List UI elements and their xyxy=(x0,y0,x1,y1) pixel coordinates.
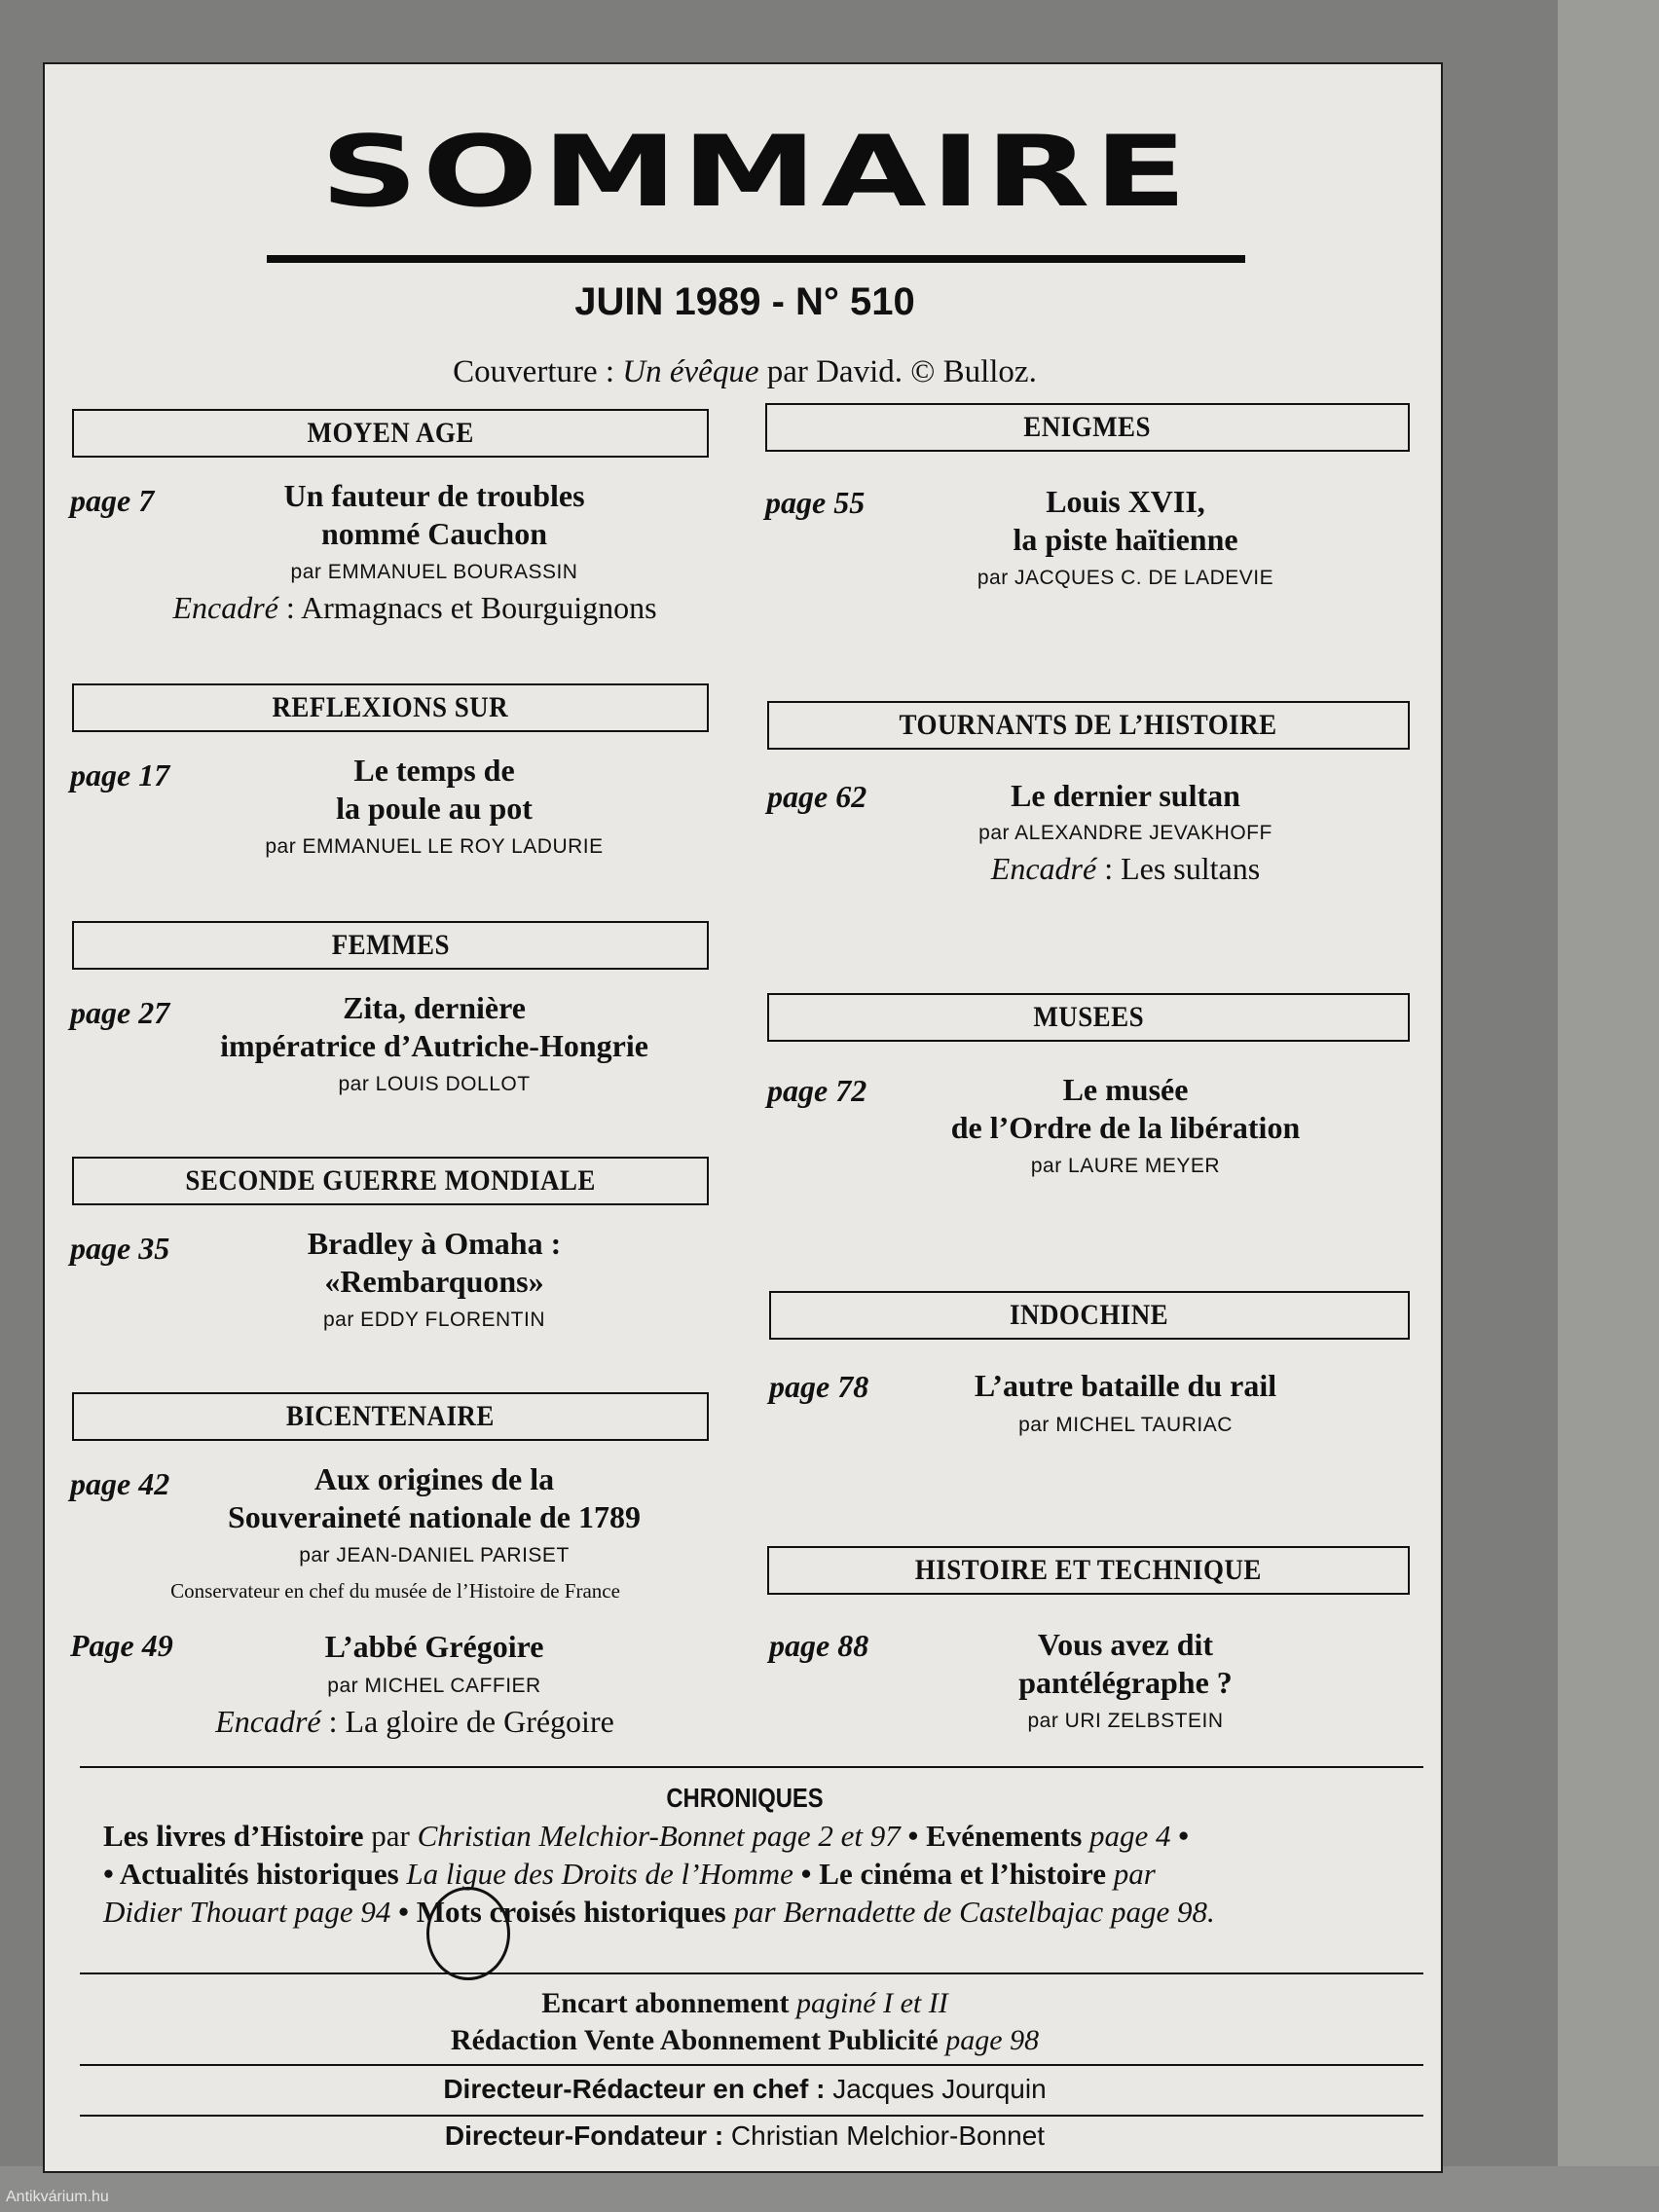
cover-credit xyxy=(45,354,1445,390)
page-ref: page 88 xyxy=(769,1628,869,1663)
page-ref: page 72 xyxy=(767,1073,867,1108)
article-title: Zita, dernière impératrice d’Autriche-Hongrie xyxy=(220,990,648,1063)
article-title: Bradley à Omaha : «Rembarquons» xyxy=(307,1226,562,1299)
encadre-line: Encadré : Armagnacs et Bourguignons xyxy=(172,590,657,625)
page-ref: page 7 xyxy=(70,483,155,518)
article-author: par ALEXANDRE JEVAKHOFF xyxy=(978,822,1272,844)
section-heading-femmes: FEMMES xyxy=(72,921,709,970)
section-heading-reflexions: REFLEXIONS SUR xyxy=(72,683,709,732)
encadre-line: Encadré : Les sultans xyxy=(990,851,1261,886)
divider xyxy=(80,1972,1423,1974)
article-title: Aux origines de la Souveraineté nationale de 1789 xyxy=(228,1461,641,1534)
article-author: par URI ZELBSTEIN xyxy=(1027,1710,1224,1732)
issue-date-number: JUIN 1989 - N° 510 xyxy=(574,280,915,323)
chroniques-heading: CHRONIQUES xyxy=(666,1783,824,1813)
article-title: Le dernier sultan xyxy=(1011,778,1240,813)
section-heading-musees: MUSEES xyxy=(767,993,1410,1042)
article-title: Un fauteur de troubles nommé Cauchon xyxy=(283,478,585,551)
section-heading-histoire-technique: HISTOIRE ET TECHNIQUE xyxy=(767,1546,1410,1595)
chroniques-line-2: • Actualités historiques La ligue des Droits de l’Homme • Le cinéma et l’histoire par xyxy=(103,1857,1156,1891)
chroniques-line-1: Les livres d’Histoire par Christian Melchior-Bonnet page 2 et 97 • Evénements page 4 • xyxy=(103,1819,1190,1853)
adjacent-page-edge xyxy=(1558,0,1659,2212)
page-ref: Page 49 xyxy=(70,1628,173,1663)
page-ref: page 55 xyxy=(765,485,866,520)
page-ref: page 27 xyxy=(70,995,170,1030)
article-title: Le temps de la poule au pot xyxy=(336,753,533,826)
article-author: par MICHEL TAURIAC xyxy=(1018,1414,1233,1436)
divider xyxy=(80,2064,1423,2066)
page-ref: page 78 xyxy=(769,1369,869,1404)
article-author: par EMMANUEL LE ROY LADURIE xyxy=(265,835,604,858)
article-title: Le musée de l’Ordre de la libération xyxy=(950,1072,1301,1145)
article-author: par MICHEL CAFFIER xyxy=(327,1675,541,1697)
handwritten-circle-mark xyxy=(426,1887,510,1980)
author-note: Conservateur en chef du musée de l’Histoire de France xyxy=(170,1579,620,1603)
masthead-title: SOMMAIRE xyxy=(319,115,1192,230)
adjacent-page-bottom xyxy=(0,2166,1659,2212)
article-author: par JEAN-DANIEL PARISET xyxy=(299,1544,570,1567)
page-ref: page 42 xyxy=(70,1466,170,1501)
article-author: par LAURE MEYER xyxy=(1030,1155,1221,1177)
article-author: par JACQUES C. DE LADEVIE xyxy=(977,567,1274,589)
encadre-line: Encadré : La gloire de Grégoire xyxy=(215,1704,614,1739)
article-author: par LOUIS DOLLOT xyxy=(338,1073,531,1095)
section-heading-indochine: INDOCHINE xyxy=(769,1291,1410,1340)
article-author: par EMMANUEL BOURASSIN xyxy=(290,561,578,583)
cover-work: Un évêque xyxy=(622,354,759,389)
chroniques-line-3: Didier Thouart page 94 • Mots croisés historiques par Bernadette de Castelbajac page 98. xyxy=(103,1895,1215,1929)
encart-line: Encart abonnement paginé I et II xyxy=(541,1987,948,2019)
page-ref: page 62 xyxy=(767,779,867,814)
page-ref: page 35 xyxy=(70,1231,170,1266)
divider xyxy=(80,2115,1423,2117)
cover-label: Couverture : xyxy=(453,354,615,389)
section-heading-enigmes: ENIGMES xyxy=(765,403,1410,452)
masthead-underline xyxy=(267,255,1245,263)
watermark-text: Antikvárium.hu xyxy=(6,2189,109,2205)
article-title: L’abbé Grégoire xyxy=(324,1629,544,1664)
page-ref: page 17 xyxy=(70,757,170,793)
directeur-redacteur-line: Directeur-Rédacteur en chef : Jacques Jourquin xyxy=(443,2074,1047,2104)
article-title: L’autre bataille du rail xyxy=(974,1368,1277,1403)
contents-page xyxy=(43,62,1443,2173)
article-title: Louis XVII, la piste haïtienne xyxy=(1013,484,1238,557)
article-author: par EDDY FLORENTIN xyxy=(323,1309,545,1331)
redaction-line: Rédaction Vente Abonnement Publicité page 98 xyxy=(450,2024,1040,2056)
section-heading-bicentenaire: BICENTENAIRE xyxy=(72,1392,709,1441)
section-heading-seconde-guerre: SECONDE GUERRE MONDIALE xyxy=(72,1157,709,1205)
directeur-fondateur-line: Directeur-Fondateur : Christian Melchior-Bonnet xyxy=(444,2120,1046,2151)
article-title: Vous avez dit pantélégraphe ? xyxy=(1018,1627,1233,1700)
section-heading-moyen-age: MOYEN AGE xyxy=(72,409,709,458)
section-heading-tournants: TOURNANTS DE L’HISTOIRE xyxy=(767,701,1410,750)
divider xyxy=(80,1766,1423,1768)
cover-rest: par David. © Bulloz. xyxy=(766,354,1037,389)
